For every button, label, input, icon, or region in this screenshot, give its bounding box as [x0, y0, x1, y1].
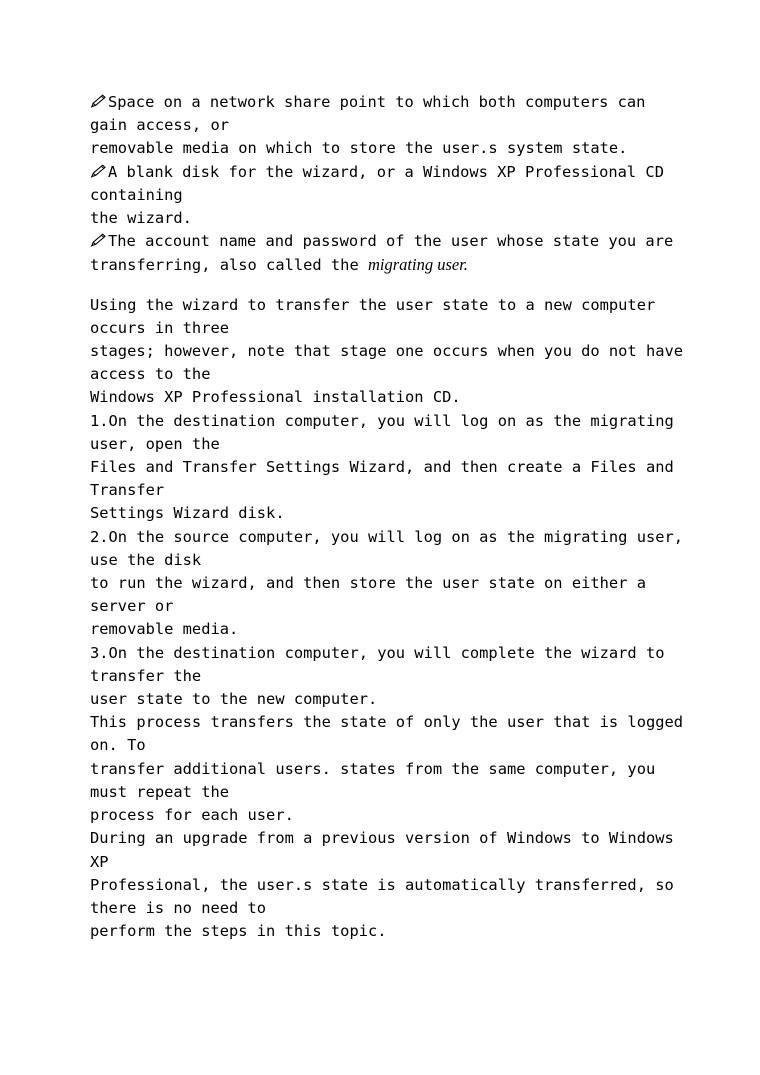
text-line: containing: [90, 185, 183, 204]
text-line: must repeat the: [90, 782, 229, 801]
text-line: Using the wizard to transfer the user state to a new computer: [90, 295, 656, 314]
text-line: perform the steps in this topic.: [90, 922, 387, 941]
step-item: [90, 642, 690, 712]
migrating-user-term: migrating user.: [367, 255, 468, 275]
intro-paragraph: [90, 294, 690, 410]
text-line: During an upgrade from a previous version of Windows to Windows: [90, 829, 674, 848]
text-line: stages; however, note that stage one occurs when you do not have: [90, 342, 684, 361]
text-line: Files and Transfer Settings Wizard, and then create a Files and: [90, 458, 674, 477]
requirement-item: [90, 230, 690, 277]
text-line: removable media.: [90, 620, 239, 639]
note-paragraph: [90, 711, 690, 827]
text-line: server or: [90, 597, 174, 616]
requirement-item: [90, 91, 690, 161]
document-body: [90, 91, 690, 943]
text-line: 3.On the destination computer, you will complete the wizard to: [90, 643, 665, 662]
text-line: the wizard.: [90, 209, 192, 228]
text-line: transfer the: [90, 666, 202, 685]
note-paragraph: [90, 827, 690, 943]
text-line: A blank disk for the wizard, or a Windows XP Professional CD: [90, 161, 690, 184]
text-line: Settings Wizard disk.: [90, 504, 285, 523]
text-line: gain access, or: [90, 116, 229, 135]
pencil-icon: [90, 164, 107, 178]
text-line: transferring, also called the migrating user.: [90, 255, 468, 275]
text-line: removable media on which to store the user.s system state.: [90, 139, 628, 158]
text-line: user state to the new computer.: [90, 690, 378, 709]
text-line: user, open the: [90, 434, 220, 453]
text-line: use the disk: [90, 550, 202, 569]
text-line: Windows XP Professional installation CD.: [90, 388, 461, 407]
text-line: Professional, the user.s state is automatically transferred, so: [90, 875, 674, 894]
step-item: [90, 410, 690, 526]
text-line: XP: [90, 852, 109, 871]
text-line: to run the wizard, and then store the user state on either a: [90, 574, 646, 593]
text-line: Transfer: [90, 481, 165, 500]
pencil-icon: [90, 94, 107, 108]
text-line: access to the: [90, 365, 211, 384]
text-line: This process transfers the state of only the user that is logged: [90, 713, 684, 732]
paragraph-gap: [90, 278, 690, 294]
text-line: The account name and password of the user whose state you are: [90, 230, 690, 253]
text-line: transfer additional users. states from the same computer, you: [90, 759, 656, 778]
text-line: occurs in three: [90, 318, 229, 337]
text-line: there is no need to: [90, 898, 267, 917]
text-line: 2.On the source computer, you will log on as the migrating user,: [90, 527, 684, 546]
step-item: [90, 526, 690, 642]
pencil-icon: [90, 233, 107, 247]
text-line: 1.On the destination computer, you will log on as the migrating: [90, 411, 674, 430]
text-line: Space on a network share point to which both computers can: [90, 91, 690, 114]
text-line: on. To: [90, 736, 146, 755]
requirement-item: [90, 161, 690, 231]
text-line: process for each user.: [90, 806, 294, 825]
